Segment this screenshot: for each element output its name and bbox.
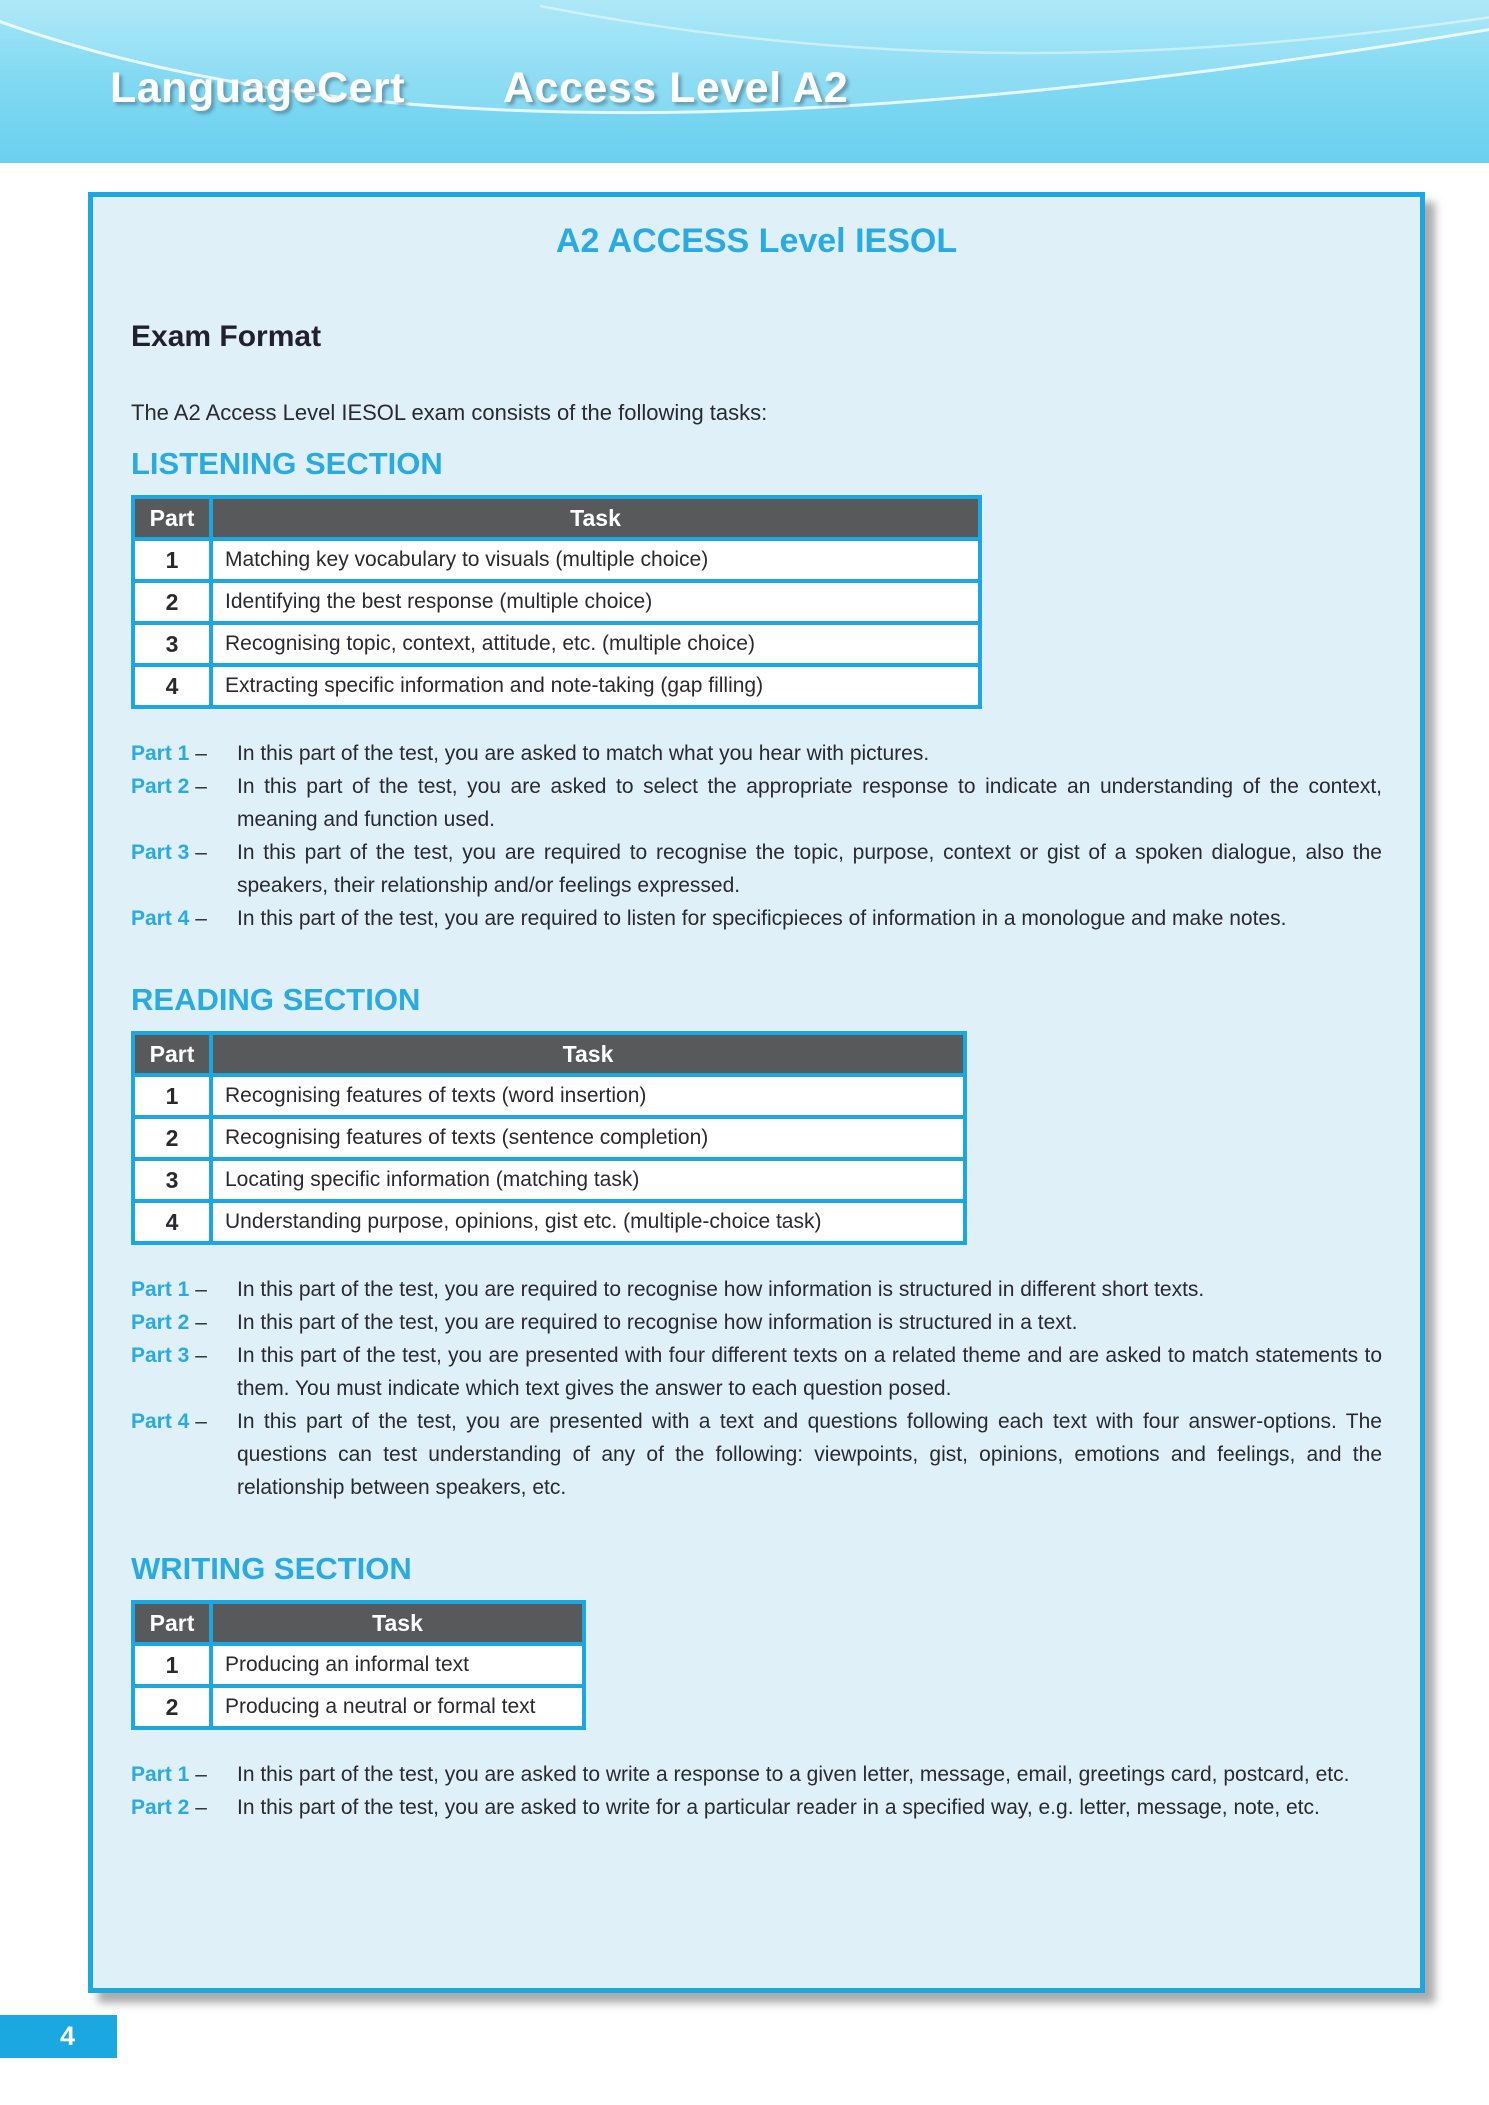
- task-cell: Producing an informal text: [211, 1644, 584, 1686]
- part-description: [131, 1273, 1382, 1306]
- reading-section: [131, 983, 1382, 1504]
- part-text: In this part of the test, you are asked to write for a particular reader in a specified way, e.g. letter, message, note, etc.: [237, 1796, 1320, 1819]
- part-label-group: [131, 836, 237, 869]
- dash-separator: –: [195, 907, 207, 930]
- part-label-group: [131, 770, 237, 803]
- listening-section-heading: LISTENING SECTION: [131, 446, 443, 481]
- table-header-part: Part: [133, 497, 211, 539]
- part-number: 1: [133, 1644, 211, 1686]
- part-label: Part 2: [131, 1311, 190, 1334]
- part-text: In this part of the test, you are required to recognise how information is structured in a text.: [237, 1311, 1078, 1334]
- page-number-badge: [0, 2015, 117, 2058]
- part-label-group: [131, 1405, 237, 1438]
- table-header-task: Task: [211, 1033, 965, 1075]
- part-description: [131, 1339, 1382, 1405]
- table-row: [133, 623, 980, 665]
- writing-section: [131, 1552, 1382, 1824]
- table-row: [133, 1117, 965, 1159]
- dash-separator: –: [195, 1311, 207, 1334]
- part-description: [131, 1306, 1382, 1339]
- content-box: [88, 192, 1425, 1993]
- table-header-row: [133, 1033, 965, 1075]
- table-header-row: [133, 497, 980, 539]
- part-number: 2: [133, 581, 211, 623]
- dash-separator: –: [195, 775, 207, 798]
- part-label: Part 1: [131, 1278, 190, 1301]
- reading-section-heading: READING SECTION: [131, 982, 421, 1017]
- part-text: In this part of the test, you are asked to match what you hear with pictures.: [237, 742, 930, 765]
- part-label: Part 2: [131, 775, 190, 798]
- part-number: 2: [133, 1117, 211, 1159]
- header-band: [0, 0, 1489, 163]
- part-text: In this part of the test, you are presented with four different texts on a related theme and are asked to match statements to them. You must indicate which text gives the answer to each question posed.: [237, 1344, 1382, 1400]
- part-number: 4: [133, 665, 211, 707]
- reading-part-descriptions: [131, 1273, 1382, 1504]
- part-number: 1: [133, 1075, 211, 1117]
- task-cell: Identifying the best response (multiple choice): [211, 581, 980, 623]
- part-text: In this part of the test, you are required to listen for specificpieces of information in a monologue and make notes.: [237, 907, 1287, 930]
- table-row: [133, 1159, 965, 1201]
- part-text: In this part of the test, you are asked to write a response to a given letter, message, email, greetings card, postcard, etc.: [237, 1763, 1350, 1786]
- table-header-part: Part: [133, 1033, 211, 1075]
- part-text: In this part of the test, you are asked to select the appropriate response to indicate an understanding of the context, meaning and function used.: [237, 775, 1382, 831]
- part-text: In this part of the test, you are presented with a text and questions following each text with four answer-options. The questions can test understanding of any of the following: viewpoints, gist, opinions, emotions and feelings, and the relationship between speakers, etc.: [237, 1410, 1382, 1499]
- part-label: Part 3: [131, 841, 190, 864]
- dash-separator: –: [195, 1278, 207, 1301]
- part-label-group: [131, 902, 237, 935]
- table-row: [133, 1644, 584, 1686]
- brand-logo: LanguageCert: [110, 64, 406, 112]
- part-description: [131, 1405, 1382, 1504]
- dash-separator: –: [195, 1410, 207, 1433]
- part-number: 4: [133, 1201, 211, 1243]
- part-label: Part 1: [131, 742, 190, 765]
- part-label-group: [131, 1758, 237, 1791]
- task-cell: Recognising topic, context, attitude, etc. (multiple choice): [211, 623, 980, 665]
- part-number: 3: [133, 623, 211, 665]
- part-label-group: [131, 1273, 237, 1306]
- part-description: [131, 1758, 1382, 1791]
- dash-separator: –: [195, 742, 207, 765]
- table-header-task: Task: [211, 497, 980, 539]
- listening-task-table: [131, 495, 982, 709]
- table-row: [133, 539, 980, 581]
- reading-task-table: [131, 1031, 967, 1245]
- dash-separator: –: [195, 1796, 207, 1819]
- part-description: [131, 902, 1382, 935]
- table-header-row: [133, 1602, 584, 1644]
- task-cell: Producing a neutral or formal text: [211, 1686, 584, 1728]
- table-row: [133, 665, 980, 707]
- page-number: 4: [59, 2021, 76, 2051]
- part-label: Part 3: [131, 1344, 190, 1367]
- part-label: Part 1: [131, 1763, 190, 1786]
- header-subtitle: Access Level A2: [503, 64, 849, 112]
- table-row: [133, 1686, 584, 1728]
- table-header-part: Part: [133, 1602, 211, 1644]
- table-header-task: Task: [211, 1602, 584, 1644]
- part-description: [131, 1791, 1382, 1824]
- part-number: 2: [133, 1686, 211, 1728]
- exam-format-heading: Exam Format: [131, 320, 322, 353]
- table-row: [133, 581, 980, 623]
- part-label: Part 2: [131, 1796, 190, 1819]
- task-cell: Extracting specific information and note-taking (gap filling): [211, 665, 980, 707]
- part-description: [131, 770, 1382, 836]
- dash-separator: –: [195, 1763, 207, 1786]
- part-text: In this part of the test, you are required to recognise the topic, purpose, context or gist of a spoken dialogue, also the speakers, their relationship and/or feelings expressed.: [237, 841, 1382, 897]
- listening-part-descriptions: [131, 737, 1382, 935]
- table-row: [133, 1075, 965, 1117]
- intro-text: The A2 Access Level IESOL exam consists of the following tasks:: [131, 400, 768, 425]
- task-cell: Locating specific information (matching task): [211, 1159, 965, 1201]
- part-label: Part 4: [131, 1410, 190, 1433]
- table-row: [133, 1201, 965, 1243]
- task-cell: Matching key vocabulary to visuals (multiple choice): [211, 539, 980, 581]
- part-label-group: [131, 1339, 237, 1372]
- part-description: [131, 737, 1382, 770]
- part-text: In this part of the test, you are required to recognise how information is structured in different short texts.: [237, 1278, 1205, 1301]
- part-label: Part 4: [131, 907, 190, 930]
- part-description: [131, 836, 1382, 902]
- part-label-group: [131, 1791, 237, 1824]
- writing-task-table: [131, 1600, 586, 1730]
- task-cell: Understanding purpose, opinions, gist etc. (multiple-choice task): [211, 1201, 965, 1243]
- part-number: 3: [133, 1159, 211, 1201]
- task-cell: Recognising features of texts (word insertion): [211, 1075, 965, 1117]
- page-title: A2 ACCESS Level IESOL: [555, 222, 958, 260]
- listening-section: [131, 447, 1382, 935]
- part-number: 1: [133, 539, 211, 581]
- task-cell: Recognising features of texts (sentence completion): [211, 1117, 965, 1159]
- writing-section-heading: WRITING SECTION: [131, 1551, 412, 1586]
- part-label-group: [131, 1306, 237, 1339]
- dash-separator: –: [195, 841, 207, 864]
- part-label-group: [131, 737, 237, 770]
- dash-separator: –: [195, 1344, 207, 1367]
- writing-part-descriptions: [131, 1758, 1382, 1824]
